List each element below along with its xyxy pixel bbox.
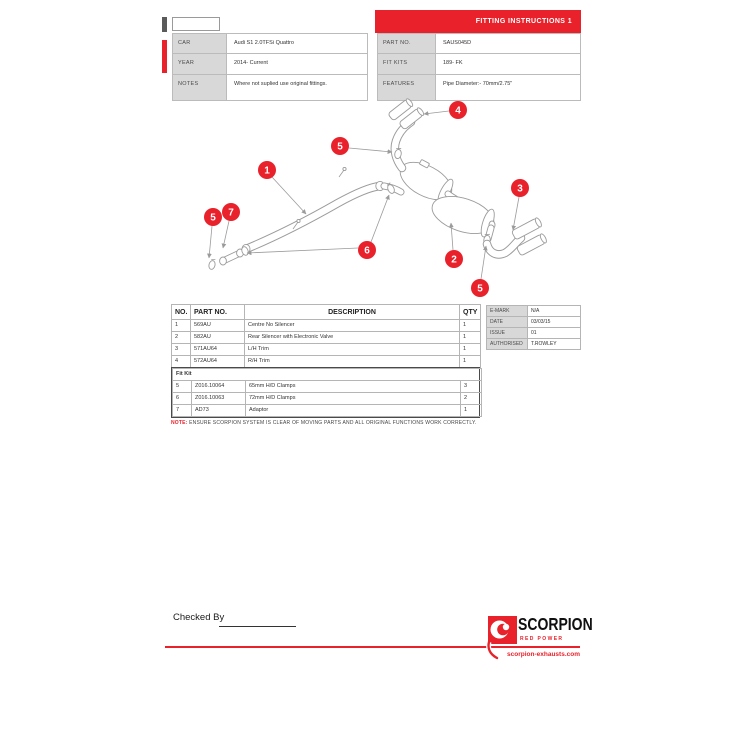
- fit-kit-label: Fit Kit: [173, 369, 482, 381]
- print-mark-dark: [162, 17, 167, 32]
- table-row: [173, 34, 368, 54]
- cell-part: 572AU64: [191, 356, 245, 368]
- col-description: DESCRIPTION: [245, 305, 460, 320]
- features-label: FEATURES: [378, 75, 436, 101]
- table-row: [487, 306, 581, 317]
- callout-5-top: [331, 137, 349, 155]
- table-row: [487, 317, 581, 328]
- svg-text:1: 1: [264, 165, 270, 177]
- table-row: [378, 34, 581, 54]
- footer-rule: [165, 646, 580, 648]
- scorpion-logo-icon: [488, 616, 517, 644]
- notes-value: Where not suplied use original fittings.: [227, 75, 368, 101]
- exhaust-diagram: [160, 98, 580, 310]
- fit-kits-label: FIT KITS: [378, 54, 436, 75]
- rh-trim-art: [388, 98, 425, 168]
- table-row: [173, 54, 368, 75]
- table-row: [487, 339, 581, 350]
- part-no-label: PART NO.: [378, 34, 436, 54]
- cell-no: 4: [172, 356, 191, 368]
- fit-kit-header-row: [173, 369, 482, 381]
- cell-part: 571AU64: [191, 344, 245, 356]
- table-row: [173, 393, 482, 405]
- page-title: FITTING INSTRUCTIONS 1: [375, 10, 581, 33]
- cell-no: 7: [173, 405, 192, 417]
- callout-6: [358, 241, 376, 259]
- safety-note: [171, 420, 480, 426]
- cell-desc: 65mm H/D Clamps: [246, 381, 461, 393]
- cell-part: 582AU: [191, 332, 245, 344]
- issue-label: ISSUE: [487, 328, 528, 339]
- col-qty: QTY: [460, 305, 481, 320]
- cell-desc: 72mm H/D Clamps: [246, 393, 461, 405]
- features-value: Pipe Diameter:- 70mm/2.75": [436, 75, 581, 101]
- cell-qty: 3: [461, 381, 482, 393]
- table-row: [173, 75, 368, 101]
- e-mark-value: N/A: [528, 306, 581, 317]
- brand-tagline: RED POWER: [520, 636, 564, 642]
- callout-5-bottom: [471, 279, 489, 297]
- cell-qty: 1: [460, 332, 481, 344]
- svg-text:5: 5: [210, 212, 216, 224]
- brand-wordmark: SCORPION: [518, 614, 593, 634]
- cell-desc: Centre No Silencer: [245, 320, 460, 332]
- cell-part: AD73: [192, 405, 246, 417]
- table-row: [378, 54, 581, 75]
- car-value: Audi S1 2.0TFSi Quattro: [227, 34, 368, 54]
- print-mark-box: [172, 17, 220, 31]
- cell-no: 6: [173, 393, 192, 405]
- notes-label: NOTES: [173, 75, 227, 101]
- callout-1: [258, 161, 276, 179]
- fit-kit-section: [171, 367, 480, 418]
- issue-value: 01: [528, 328, 581, 339]
- cell-qty: 2: [461, 393, 482, 405]
- callout-7: [222, 203, 240, 221]
- connector-art: [384, 182, 401, 194]
- cell-desc: R/H Trim: [245, 356, 460, 368]
- svg-text:7: 7: [228, 207, 234, 219]
- e-mark-label: E-MARK: [487, 306, 528, 317]
- cell-no: 5: [173, 381, 192, 393]
- table-row: [173, 405, 482, 417]
- parts-list: [171, 304, 480, 426]
- svg-text:4: 4: [455, 105, 461, 117]
- product-info-table: [377, 33, 581, 101]
- col-part-no: PART NO.: [191, 305, 245, 320]
- website-url: scorpion-exhausts.com: [507, 651, 580, 658]
- car-label: CAR: [173, 34, 227, 54]
- checked-by-label: Checked By: [173, 612, 225, 623]
- authorised-label: AUTHORISED: [487, 339, 528, 350]
- date-value: 03/03/15: [528, 317, 581, 328]
- cell-no: 2: [172, 332, 191, 344]
- cell-part: Z016.10063: [192, 393, 246, 405]
- part-no-value: SAUS045D: [436, 34, 581, 54]
- table-row: [172, 320, 481, 332]
- table-row: [172, 344, 481, 356]
- callout-3: [511, 179, 529, 197]
- svg-text:3: 3: [517, 183, 523, 195]
- vehicle-info-table: [172, 33, 368, 101]
- cell-qty: 1: [460, 344, 481, 356]
- cell-no: 3: [172, 344, 191, 356]
- svg-text:6: 6: [364, 245, 370, 257]
- note-label: NOTE:: [171, 420, 188, 426]
- adaptor-art: [208, 246, 249, 270]
- revision-table: [486, 305, 581, 350]
- table-row: [487, 328, 581, 339]
- year-label: YEAR: [173, 54, 227, 75]
- print-mark-red: [162, 40, 167, 73]
- callout-4: [449, 101, 467, 119]
- cell-qty: 1: [460, 356, 481, 368]
- centre-pipe-art: [242, 167, 384, 253]
- year-value: 2014- Current: [227, 54, 368, 75]
- callout-2: [445, 250, 463, 268]
- parts-table: [171, 304, 481, 368]
- note-text: ENSURE SCORPION SYSTEM IS CLEAR OF MOVING PARTS AND ALL ORIGINAL FUNCTIONS WORK CORRECTLY.: [187, 420, 477, 426]
- parts-header-row: [172, 305, 481, 320]
- cell-qty: 1: [461, 405, 482, 417]
- cell-desc: L/H Trim: [245, 344, 460, 356]
- fit-kits-value: 189- FK: [436, 54, 581, 75]
- svg-text:5: 5: [477, 283, 483, 295]
- checked-by-signature-line: [219, 626, 296, 627]
- fit-kit-table: [172, 368, 482, 417]
- authorised-value: T.ROWLEY: [528, 339, 581, 350]
- cell-qty: 1: [460, 320, 481, 332]
- table-row: [378, 75, 581, 101]
- cell-part: Z016.10064: [192, 381, 246, 393]
- svg-text:2: 2: [451, 254, 457, 266]
- svg-text:5: 5: [337, 141, 343, 153]
- date-label: DATE: [487, 317, 528, 328]
- callout-5-left: [204, 208, 222, 226]
- cell-no: 1: [172, 320, 191, 332]
- table-row: [172, 332, 481, 344]
- table-row: [172, 356, 481, 368]
- cell-part: 569AU: [191, 320, 245, 332]
- col-no: NO.: [172, 305, 191, 320]
- cell-desc: Adaptor: [246, 405, 461, 417]
- table-row: [173, 381, 482, 393]
- cell-desc: Rear Silencer with Electronic Valve: [245, 332, 460, 344]
